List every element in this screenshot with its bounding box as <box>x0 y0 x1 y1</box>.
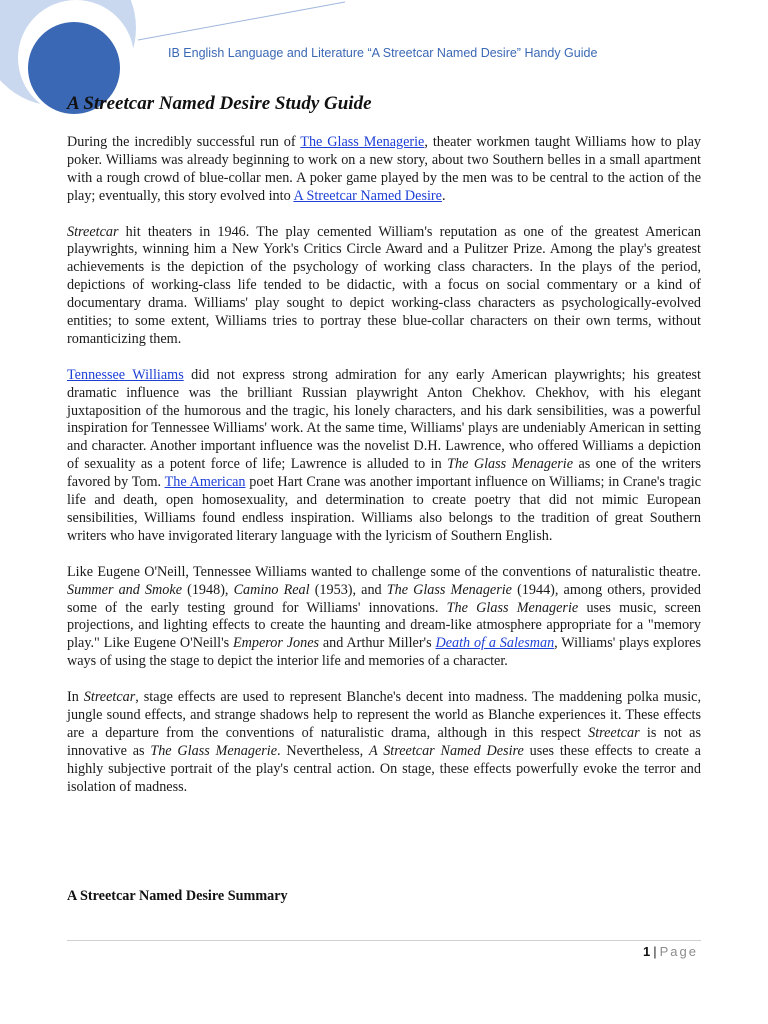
link-a-streetcar-named-desire[interactable]: A Streetcar Named Desire <box>293 187 442 204</box>
text-run: , stage effects are used to represent Blanche's decent into madness. The maddening polka music, jungle sound effects, and strange shadows help to represent the world as Blanche experiences it. These effects are a departure from the conventions of naturalistic drama, although in this respect <box>67 689 702 741</box>
page-title: A Streetcar Named Desire Study Guide <box>67 93 372 114</box>
italic-title: The Glass Menagerie <box>386 581 512 598</box>
link-tennessee-williams[interactable]: Tennessee Williams <box>67 366 184 383</box>
italic-title: Camino Real <box>233 581 310 598</box>
text-run: hit theaters in 1946. The play cemented William's reputation as one of the greatest American playwrights, winning him a New York's Critics Circle Award and a Pulitzer Prize. Among the play's greatest achievements is the depiction of the psychology of working class characters. In the plays of the period, depictions of working-class life tended to be didactic, with a focus on social commentary or a kind of documentary drama. Williams' play sought to depict working-class characters as psychologically-evolved entities; to some extent, Williams tries to portray these blue-collar characters on their own terms, without romanticizing them. <box>67 223 701 347</box>
italic-title: Streetcar <box>83 689 136 706</box>
paragraph-1 <box>67 134 701 206</box>
header-decoration-circles <box>0 0 360 140</box>
text-run: is not as innovative as <box>67 724 701 759</box>
text-run: as one of the writers favored by Tom. <box>67 456 701 491</box>
italic-title: Streetcar <box>67 223 119 240</box>
page-number: 1 <box>643 944 651 959</box>
page-footer <box>643 944 698 959</box>
italic-title: The Glass Menagerie <box>447 456 574 473</box>
text-run: did not express strong admiration for any early American playwrights; his greatest dramatic influence was the brilliant Russian playwright Anton Chekhov. Chekhov, with his elegant juxtaposition of the humorous and the tragic, his lonely characters, and his dark sensibilities, was a powerful inspiration for Tennessee Williams' work. At the same time, Williams' plays are undeniably American in setting and character. Another important influence was the novelist D.H. Lawrence, who offered Williams a depiction of sexuality as a potent force of life; Lawrence is alluded to in <box>67 366 701 473</box>
text-run: , theater workmen taught Williams how to play poker. Williams was already beginning to work on a new story, about two Southern belles in a small apartment with a rough crowd of blue-collar men. A poker game played by the men was to be central to the action of the play; eventually, this story evolved into <box>67 134 701 204</box>
paragraph-5 <box>67 689 701 796</box>
running-header: IB English Language and Literature “A Streetcar Named Desire” Handy Guide <box>168 46 598 60</box>
text-run: During the incredibly successful run of <box>67 134 301 150</box>
text-run: uses music, screen projections, and lighting effects to create the haunting and dream-like atmosphere appropriate for a "memory play." Like Eugene O'Neill's <box>67 599 702 652</box>
italic-title: Emperor Jones <box>232 635 320 652</box>
italic-title: Summer and Smoke <box>67 581 182 598</box>
footer-separator: | <box>653 944 657 959</box>
paragraph-3 <box>67 367 701 546</box>
footer-divider <box>67 940 701 941</box>
italic-title: A Streetcar Named Desire <box>369 742 524 759</box>
link-death-of-a-salesman[interactable]: Death of a Salesman <box>435 635 555 652</box>
text-run: Like Eugene O'Neill, Tennessee Williams wanted to challenge some of the conventions of naturalistic theatre. <box>67 563 701 580</box>
page-label: Page <box>659 944 698 959</box>
document-body <box>67 134 701 814</box>
italic-title: The Glass Menagerie <box>446 599 579 616</box>
text-run: uses these effects to create a highly subjective portrait of the play's central action. On stage, these effects powerfully evoke the terror and isolation of madness. <box>67 742 701 795</box>
italic-title: Streetcar <box>588 724 640 741</box>
text-run: (1953), and <box>309 581 387 598</box>
text-run: poet Hart Crane was another important influence on Williams; in Crane's tragic life and death, open homosexuality, and determination to create poetry that did not mimic European sensibilities, Williams found endless inspiration. Williams also belongs to the tradition of great Southern writers who have invigorated literary language with the lyricism of Southern English. <box>67 474 701 544</box>
text-run: . Nevertheless, <box>277 742 369 759</box>
paragraph-2 <box>67 224 701 349</box>
text-run: (1944), among others, provided some of the early testing ground for Williams' innovations. <box>67 581 701 616</box>
link-the-glass-menagerie[interactable]: The Glass Menagerie <box>300 134 425 150</box>
section-heading-summary: A Streetcar Named Desire Summary <box>67 888 288 904</box>
text-run: . <box>441 187 446 204</box>
link-the-american[interactable]: The American <box>164 474 246 491</box>
text-run: and Arthur Miller's <box>319 635 436 652</box>
italic-title: The Glass Menagerie <box>150 742 278 759</box>
text-run: In <box>67 689 84 706</box>
text-run: , Williams' plays explores ways of using the stage to depict the interior life and memories of a character. <box>67 635 701 670</box>
text-run: (1948), <box>182 581 234 598</box>
paragraph-4 <box>67 564 701 671</box>
